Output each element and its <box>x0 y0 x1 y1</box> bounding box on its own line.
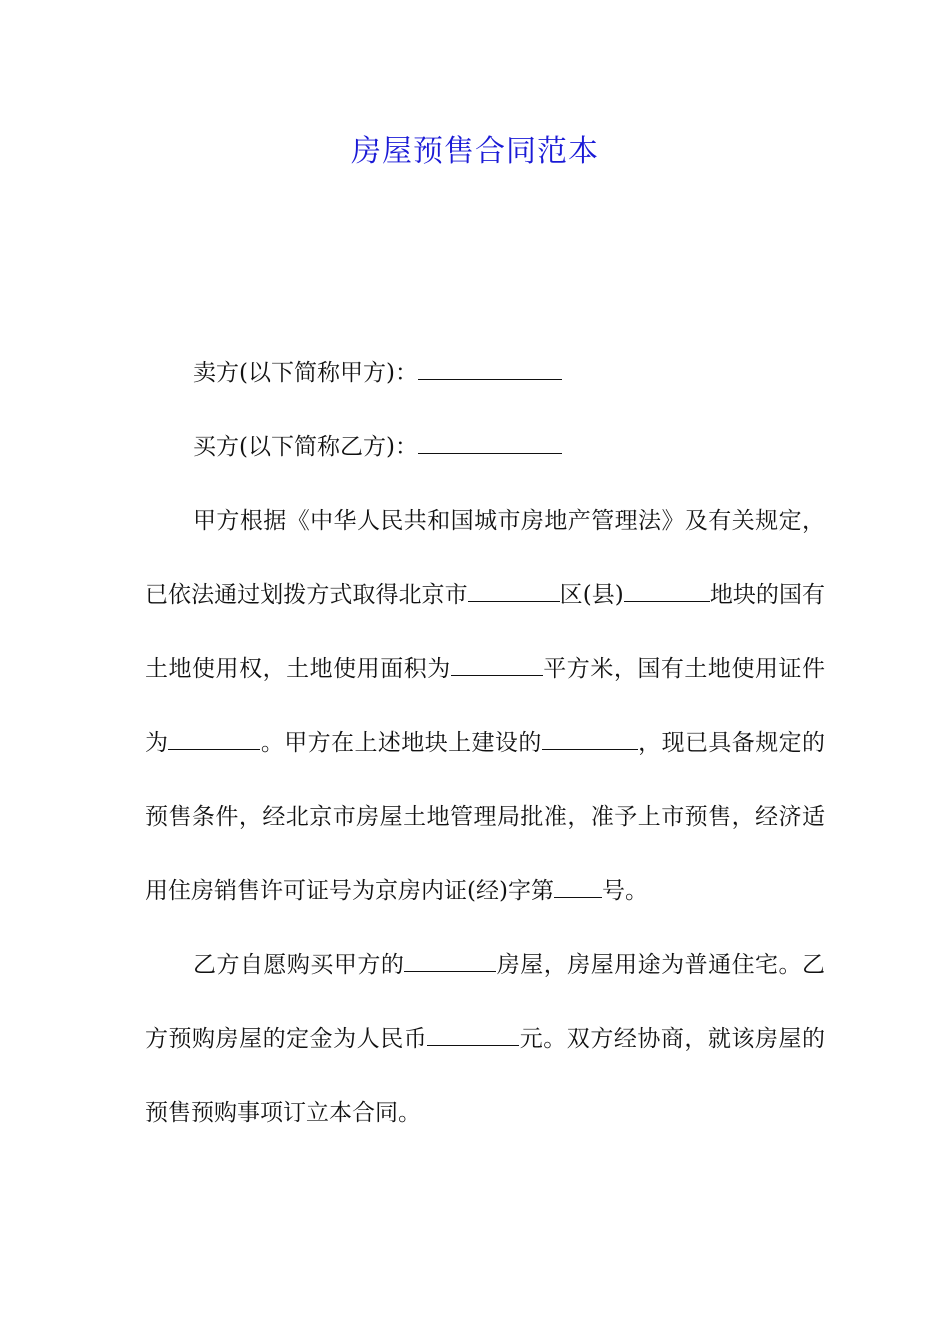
buyer-label: 买方(以下简称乙方)： <box>193 434 418 460</box>
buyer-line <box>145 410 825 484</box>
p4-text-2: 房屋，房屋用途为普通住宅。乙方预购房屋的定金为人民币 <box>145 952 826 1052</box>
p3-text-3: 地块的国有土地使用权，土地使用面积为 <box>145 582 826 682</box>
p4-text-3: 元。双方经协商，就该房屋的预售预购事项订立本合同。 <box>145 1026 826 1126</box>
p3-text-5: 。甲方在上述地块上建设的 <box>260 730 542 756</box>
document-title: 房屋预售合同范本 <box>351 134 599 169</box>
seller-label: 卖方(以下简称甲方)： <box>193 360 418 386</box>
area-blank <box>451 653 543 676</box>
paragraph-land-use <box>145 484 825 928</box>
p3-text-2: 区(县) <box>559 582 624 608</box>
p3-text-4: 平方米，国有土地使用证件为 <box>145 656 826 756</box>
deposit-blank <box>427 1023 519 1046</box>
p3-text-6: ，现已具备规定的预售条件，经北京市房屋土地管理局批准，准予上市预售，经济适用住房销售许可证号为京房内证(经)字第 <box>145 730 826 904</box>
district-blank <box>468 579 560 602</box>
building-blank <box>542 727 626 750</box>
buyer-blank <box>418 431 562 454</box>
plot-blank <box>624 579 710 602</box>
paragraph-purchase <box>145 928 825 1150</box>
p3-text-7: 号。 <box>601 878 648 904</box>
document-body <box>145 336 825 1150</box>
certificate-blank <box>168 727 260 750</box>
p3-text-1: 甲方根据《中华人民共和国城市房地产管理法》及有关规定，已依法通过划拨方式取得北京市 <box>145 508 825 608</box>
building-blank-tail <box>626 727 638 750</box>
seller-blank <box>418 357 562 380</box>
house-blank <box>404 949 496 972</box>
p4-text-1: 乙方自愿购买甲方的 <box>193 952 405 978</box>
seller-line <box>145 336 825 410</box>
license-number-blank <box>554 875 602 898</box>
